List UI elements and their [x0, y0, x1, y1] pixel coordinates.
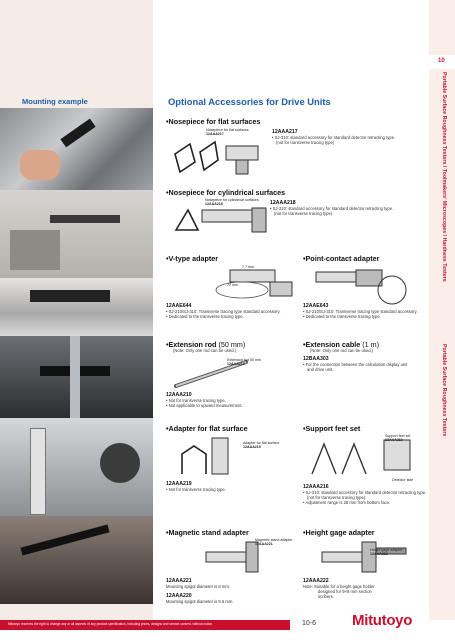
- note-magnetic-1: Mounting spigot diameter is 8 mm.: [166, 584, 231, 589]
- side-text-top: Portable Surface Roughness Testers / Toolmakers' Microscopes / Hardness Testers: [441, 72, 447, 282]
- image-height: [316, 538, 416, 578]
- code-adflat: 12AAA219: [166, 481, 192, 487]
- note-support-2: (not for transverse tracing type): [307, 495, 366, 500]
- note-extrod-1: • Not for transverse tracing type.: [166, 398, 226, 403]
- note-point-1: • SJ-210/SJ-310: Transverse tracing type standard accessory.: [303, 309, 418, 314]
- brand-logo: Mitutoyo: [352, 612, 413, 629]
- photo-cylinder-head: [0, 108, 153, 190]
- title-support: •Support feet set: [303, 424, 361, 433]
- note-nose-flat-1: • SJ-310: standard accessory for standard detector retracting type.: [272, 135, 396, 140]
- title-height: •Height gage adapter: [303, 528, 375, 537]
- note-extcable-2: and drive unit.: [307, 367, 334, 372]
- photo-magnetic-stand: [0, 516, 153, 604]
- title-nose-flat: •Nosepiece for flat surfaces: [166, 117, 261, 126]
- code-height: 12AAA222: [303, 578, 329, 584]
- note-magnetic-2: Mounting spigot diameter is 9.5 mm.: [166, 599, 234, 604]
- title-extrod: •Extension rod (50 mm): [166, 340, 246, 349]
- code-extcable: 12BAA303: [303, 356, 329, 362]
- image-adflat: [172, 434, 252, 480]
- note-height-1: Note: Suitable for a height gage holder: [303, 584, 375, 589]
- code-nose-flat: 12AAA217: [272, 129, 298, 135]
- code-support: 12AAA216: [303, 484, 329, 490]
- photo-stand: [0, 336, 153, 418]
- code-magnetic-1: 12AAA221: [166, 578, 192, 584]
- title-vtype: •V-type adapter: [166, 254, 219, 263]
- code-vtype: 12AAE644: [166, 303, 192, 309]
- page-number: 10-6: [302, 620, 317, 627]
- note-height-3: scribers.: [318, 594, 334, 599]
- title-magnetic: •Magnetic stand adapter: [166, 528, 249, 537]
- label-magnetic: Magnetic stand adapter 12AAA221: [255, 538, 293, 547]
- photo-roller: [0, 278, 153, 336]
- note-extrod-2: • Not applicable to upward measurement.: [166, 403, 243, 408]
- note-nose-cyl-1: • SJ-310: standard accessory for standard detector retracting type.: [270, 206, 394, 211]
- label-height: Height gage adapter 12AAA222: [370, 548, 403, 557]
- note-vtype-1: • SJ-210/SJ-310: Transverse tracing type standard accessory.: [166, 309, 281, 314]
- chapter-number: 10: [438, 58, 445, 64]
- footer-notice: Mitutoyo reserves the right to change any or all aspects of any product specification, including prices, designs and service content, without notice.: [8, 622, 213, 626]
- side-text-bottom: Portable Surface Roughness Testers: [441, 344, 447, 437]
- image-nose-flat: [170, 132, 270, 184]
- title-point: •Point-contact adapter: [303, 254, 380, 263]
- dim-vtype-2: 72 mm: [227, 283, 238, 287]
- chapter-tab: [429, 55, 455, 69]
- note-point-2: • Dedicated to the transverse tracing type.: [303, 314, 381, 319]
- title-adflat: •Adapter for flat surface: [166, 424, 248, 433]
- dim-vtype-1: 7.7 mm: [242, 265, 254, 269]
- note-nose-flat-2: (not for transverse tracing type): [276, 140, 335, 145]
- title-extcable: •Extension cable (1 m): [303, 340, 380, 349]
- note-support-1: • SJ-310: standard accessory for standard detector retracting type.: [303, 490, 427, 495]
- code-extrod: 12AAA210: [166, 392, 192, 398]
- note-nose-cyl-2: (not for transverse tracing type): [274, 211, 333, 216]
- image-point: [312, 262, 422, 306]
- label-nose-flat: Nosepiece for flat surfaces 12AAA217: [206, 128, 249, 137]
- note-vtype-2: • Dedicated to the transverse tracing type.: [166, 314, 244, 319]
- mounting-example-title: Mounting example: [22, 97, 88, 106]
- label-support-detector: Detector side: [392, 478, 414, 482]
- label-extrod: Extension rod 50 mm 12AAA210: [227, 358, 261, 367]
- label-support: Support feet set 12AAA216: [385, 434, 411, 443]
- note-adflat-1: • Not for transverse tracing type.: [166, 487, 226, 492]
- photo-bench-block: [0, 190, 153, 278]
- code-magnetic-2: 12AAA220: [166, 593, 192, 599]
- title-nose-cyl: •Nosepiece for cylindrical surfaces: [166, 188, 286, 197]
- note-height-2: designed for 9×9 mm section: [318, 589, 372, 594]
- code-nose-cyl: 12AAA218: [270, 200, 296, 206]
- note-extcable-1: • For the connection between the calculation display unit: [303, 362, 408, 367]
- label-adflat: Adapter for flat surface 12AAA219: [243, 441, 280, 450]
- note-support-3: • Adjustment range is 28 mm from bottom face.: [303, 500, 391, 505]
- sub-extrod: (Note: Only one rod can be used.): [173, 348, 237, 353]
- page-title: Optional Accessories for Drive Units: [168, 96, 331, 107]
- label-nose-cyl: Nosepiece for cylindrical surfaces 12AAA218: [205, 198, 259, 207]
- sub-extcable: (Note: Only one rod can be used.): [310, 348, 374, 353]
- photo-height-gage: [0, 418, 153, 516]
- code-point: 12AAE643: [303, 303, 329, 309]
